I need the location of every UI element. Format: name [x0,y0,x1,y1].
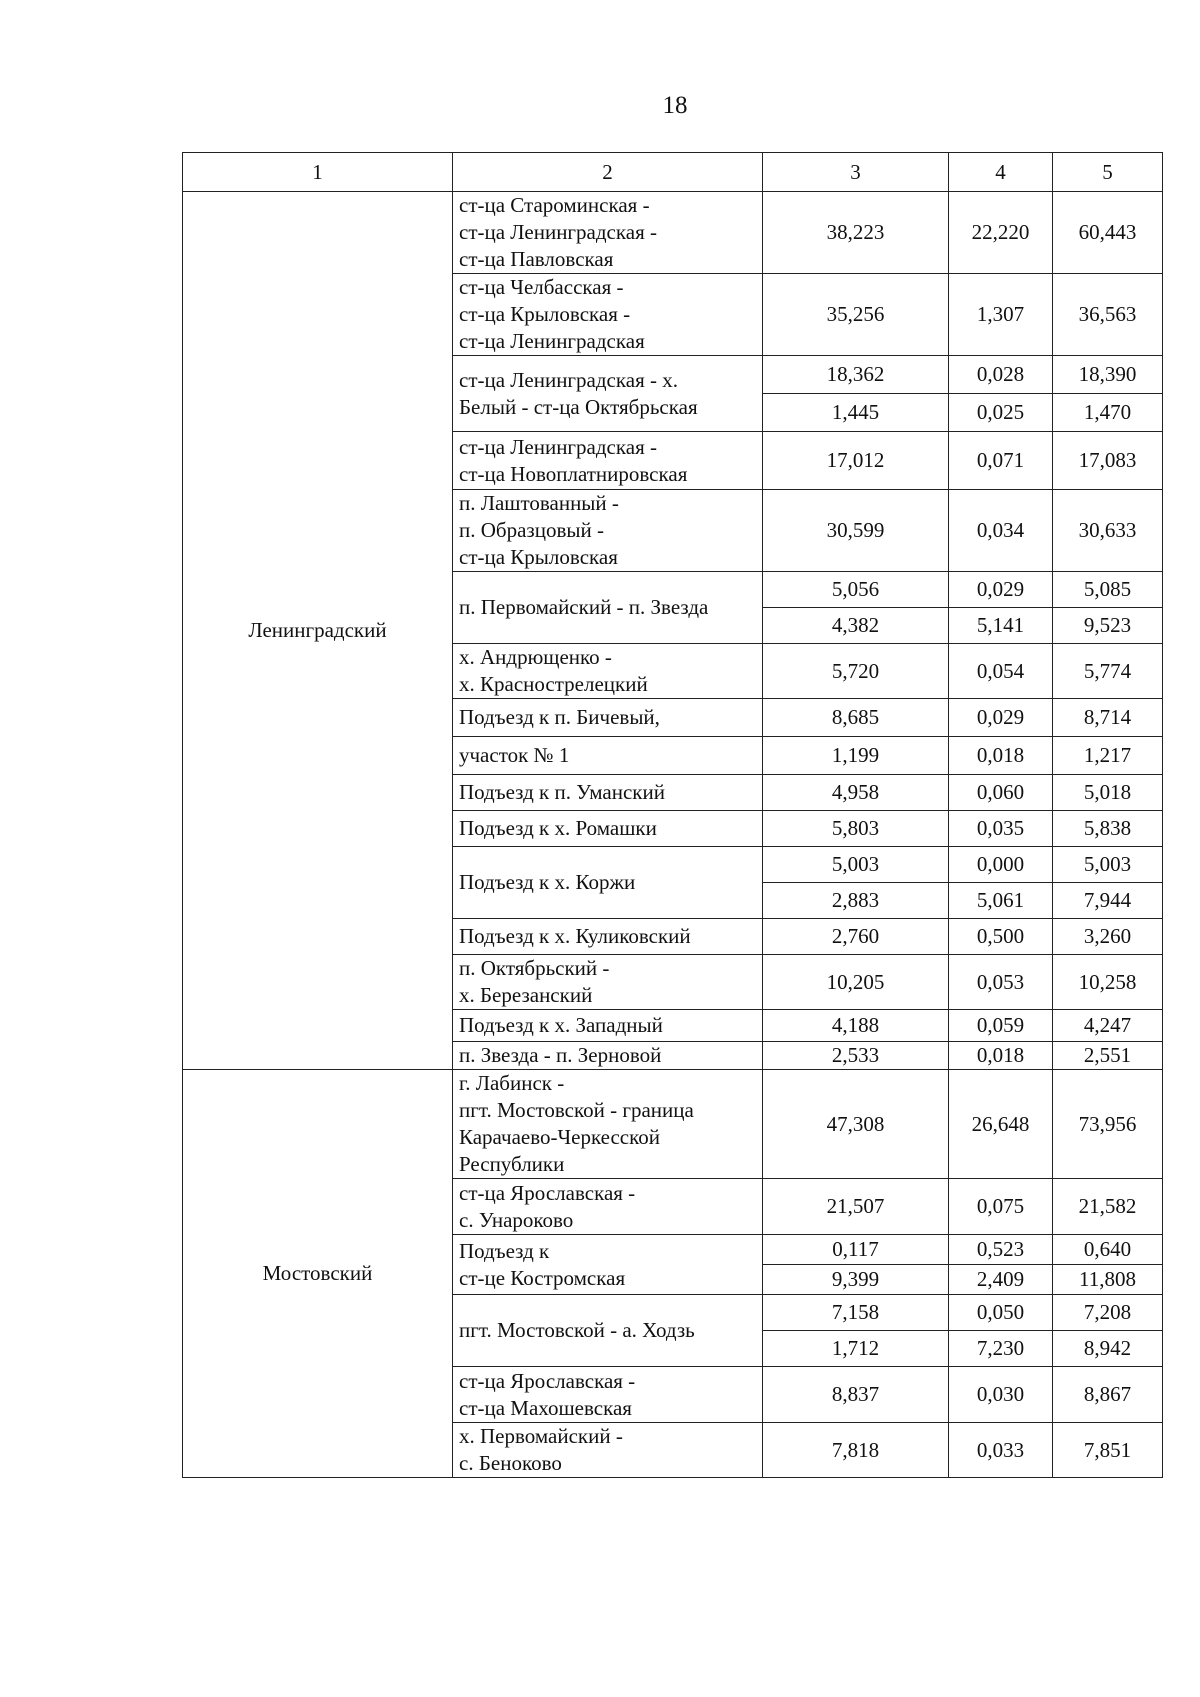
value-cell-col3: 17,012 [763,432,949,490]
value-cell-col4: 0,523 [949,1235,1053,1265]
value-cell-col5: 2,551 [1053,1042,1163,1070]
column-header-2: 2 [453,153,763,192]
route-name-cell: ст-ца Ярославская - ст-ца Махошевская [453,1367,763,1423]
value-cell-col5: 5,085 [1053,572,1163,608]
route-name-cell: х. Андрющенко - х. Краснострелецкий [453,644,763,699]
route-name-cell: п. Октябрьский - х. Березанский [453,955,763,1010]
value-cell-col5: 8,942 [1053,1331,1163,1367]
value-cell-col5: 7,208 [1053,1295,1163,1331]
value-cell-col4: 0,029 [949,699,1053,737]
district-cell: Мостовский [183,1070,453,1478]
value-cell-col3: 5,720 [763,644,949,699]
value-cell-col5: 10,258 [1053,955,1163,1010]
route-name-cell: ст-ца Ленинградская - х. Белый - ст-ца Октябрьская [453,356,763,432]
value-cell-col3: 18,362 [763,356,949,394]
value-cell-col5: 21,582 [1053,1179,1163,1235]
value-cell-col4: 26,648 [949,1070,1053,1179]
value-cell-col5: 5,774 [1053,644,1163,699]
value-cell-col4: 0,035 [949,811,1053,847]
value-cell-col3: 47,308 [763,1070,949,1179]
route-name-cell: ст-ца Ярославская - с. Унароково [453,1179,763,1235]
value-cell-col5: 36,563 [1053,274,1163,356]
value-cell-col4: 0,030 [949,1367,1053,1423]
value-cell-col3: 5,003 [763,847,949,883]
value-cell-col4: 22,220 [949,192,1053,274]
value-cell-col5: 7,944 [1053,883,1163,919]
value-cell-col3: 8,685 [763,699,949,737]
route-name-cell: Подъезд к х. Куликовский [453,919,763,955]
value-cell-col3: 10,205 [763,955,949,1010]
value-cell-col5: 5,838 [1053,811,1163,847]
column-header-5: 5 [1053,153,1163,192]
value-cell-col4: 2,409 [949,1265,1053,1295]
value-cell-col4: 0,028 [949,356,1053,394]
value-cell-col4: 0,018 [949,737,1053,775]
value-cell-col3: 7,818 [763,1423,949,1478]
value-cell-col3: 1,445 [763,394,949,432]
column-header-3: 3 [763,153,949,192]
route-name-cell: ст-ца Ленинградская - ст-ца Новоплатнировская [453,432,763,490]
value-cell-col4: 0,000 [949,847,1053,883]
value-cell-col5: 8,714 [1053,699,1163,737]
route-name-cell: Подъезд к х. Коржи [453,847,763,919]
value-cell-col3: 8,837 [763,1367,949,1423]
route-name-cell: х. Первомайский - с. Беноково [453,1423,763,1478]
value-cell-col4: 0,500 [949,919,1053,955]
value-cell-col3: 7,158 [763,1295,949,1331]
value-cell-col3: 2,533 [763,1042,949,1070]
column-header-4: 4 [949,153,1053,192]
route-name-cell: п. Лаштованный - п. Образцовый - ст-ца Крыловская [453,490,763,572]
value-cell-col5: 18,390 [1053,356,1163,394]
value-cell-col5: 9,523 [1053,608,1163,644]
value-cell-col3: 1,199 [763,737,949,775]
value-cell-col5: 73,956 [1053,1070,1163,1179]
route-name-cell: участок № 1 [453,737,763,775]
value-cell-col4: 5,061 [949,883,1053,919]
value-cell-col3: 1,712 [763,1331,949,1367]
value-cell-col5: 8,867 [1053,1367,1163,1423]
value-cell-col5: 5,018 [1053,775,1163,811]
value-cell-col3: 30,599 [763,490,949,572]
value-cell-col4: 5,141 [949,608,1053,644]
value-cell-col5: 1,470 [1053,394,1163,432]
route-name-cell: ст-ца Челбасская - ст-ца Крыловская - ст-ца Ленинградская [453,274,763,356]
route-name-cell: г. Лабинск - пгт. Мостовской - граница Карачаево-Черкесской Республики [453,1070,763,1179]
value-cell-col3: 2,760 [763,919,949,955]
value-cell-col3: 35,256 [763,274,949,356]
value-cell-col5: 30,633 [1053,490,1163,572]
page-number: 18 [662,92,688,119]
column-header-1: 1 [183,153,453,192]
road-table-body [183,153,1163,1478]
table-row [183,1070,1163,1179]
value-cell-col5: 11,808 [1053,1265,1163,1295]
value-cell-col4: 0,054 [949,644,1053,699]
value-cell-col4: 0,029 [949,572,1053,608]
value-cell-col3: 4,188 [763,1010,949,1042]
value-cell-col3: 5,056 [763,572,949,608]
district-cell: Ленинградский [183,192,453,1070]
value-cell-col4: 0,034 [949,490,1053,572]
value-cell-col4: 0,071 [949,432,1053,490]
value-cell-col4: 0,050 [949,1295,1053,1331]
table-header-row [183,153,1163,192]
road-table [182,152,1163,1478]
route-name-cell: Подъезд к ст-це Костромская [453,1235,763,1295]
value-cell-col5: 1,217 [1053,737,1163,775]
value-cell-col5: 3,260 [1053,919,1163,955]
value-cell-col4: 0,025 [949,394,1053,432]
value-cell-col4: 0,059 [949,1010,1053,1042]
table-row [183,192,1163,274]
value-cell-col4: 0,018 [949,1042,1053,1070]
route-name-cell: Подъезд к х. Западный [453,1010,763,1042]
value-cell-col5: 17,083 [1053,432,1163,490]
value-cell-col3: 0,117 [763,1235,949,1265]
value-cell-col3: 2,883 [763,883,949,919]
value-cell-col4: 0,033 [949,1423,1053,1478]
value-cell-col3: 9,399 [763,1265,949,1295]
value-cell-col3: 21,507 [763,1179,949,1235]
value-cell-col5: 4,247 [1053,1010,1163,1042]
value-cell-col5: 5,003 [1053,847,1163,883]
value-cell-col4: 0,075 [949,1179,1053,1235]
route-name-cell: пгт. Мостовской - а. Ходзь [453,1295,763,1367]
route-name-cell: Подъезд к п. Уманский [453,775,763,811]
value-cell-col4: 0,053 [949,955,1053,1010]
route-name-cell: ст-ца Староминская - ст-ца Ленинградская - ст-ца Павловская [453,192,763,274]
value-cell-col3: 38,223 [763,192,949,274]
route-name-cell: п. Звезда - п. Зерновой [453,1042,763,1070]
value-cell-col3: 5,803 [763,811,949,847]
value-cell-col4: 0,060 [949,775,1053,811]
value-cell-col5: 7,851 [1053,1423,1163,1478]
value-cell-col4: 1,307 [949,274,1053,356]
value-cell-col5: 60,443 [1053,192,1163,274]
route-name-cell: п. Первомайский - п. Звезда [453,572,763,644]
value-cell-col3: 4,382 [763,608,949,644]
value-cell-col3: 4,958 [763,775,949,811]
route-name-cell: Подъезд к х. Ромашки [453,811,763,847]
value-cell-col4: 7,230 [949,1331,1053,1367]
route-name-cell: Подъезд к п. Бичевый, [453,699,763,737]
value-cell-col5: 0,640 [1053,1235,1163,1265]
